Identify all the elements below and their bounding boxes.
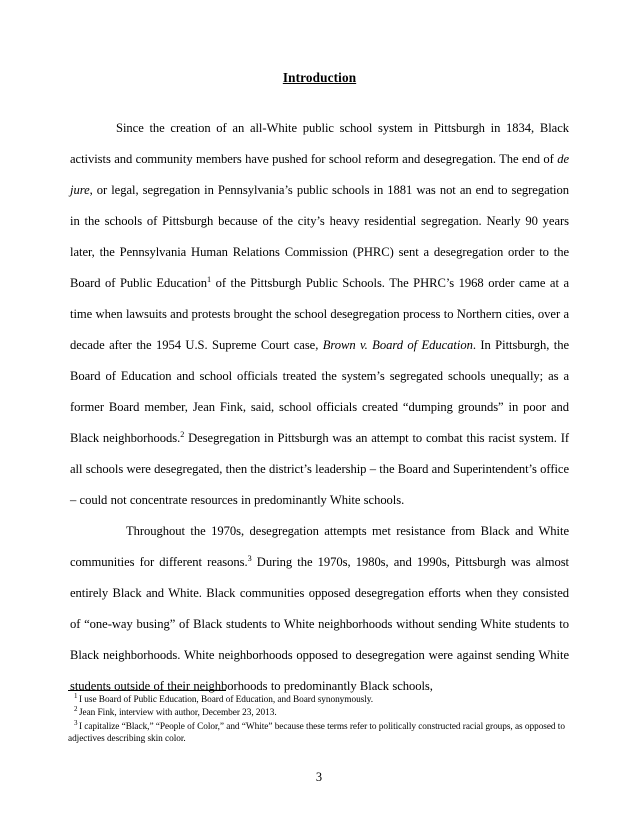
- footnote-marker: 1: [74, 691, 78, 700]
- footnote-reference[interactable]: 3: [247, 553, 252, 563]
- footnote-section: [68, 690, 568, 747]
- italic-title: de jure: [70, 151, 569, 197]
- footnote-text: Jean Fink, interview with author, December 23, 2013.: [78, 708, 277, 719]
- footnote-marker: 2: [74, 705, 78, 714]
- footnote-text: I use Board of Public Education, Board of Education, and Board synonymously.: [78, 695, 374, 705]
- page-number: 3: [315, 770, 323, 784]
- document-body: [70, 70, 569, 702]
- page-title: Introduction: [282, 70, 357, 85]
- footnote-reference[interactable]: 2: [180, 429, 185, 439]
- footnote-item: [68, 691, 568, 706]
- footnote-marker: 3: [74, 718, 78, 727]
- footnote-separator-rule: [68, 690, 226, 691]
- italic-title: Brown v. Board of Education: [322, 337, 473, 352]
- footnote-item: [68, 718, 568, 746]
- footnote-text: I capitalize “Black,” “People of Color,” and “White” because these terms refer to politically constructed racial groups, as opposed to adjectives describing skin color.: [68, 721, 565, 745]
- footnote-item: [68, 707, 568, 719]
- footnote-list: [68, 691, 568, 746]
- body-paragraph-2: Throughout the 1970s, desegregation attempts met resistance from Black and White communities for different reasons.$^3$ During the 1970s, 1980s, and 1990s, Pittsburgh was almost entirely Black and White. Black communities opposed desegregation efforts when they consisted of “one-way busing” of Black students to White neighborhoods without sending White students to Black neighborhoods. White neighborhoods opposed to desegregation were against sending White students outside of their neighborhoods to predominantly Black schools,: [70, 523, 569, 693]
- footnote-reference[interactable]: 1: [207, 274, 212, 284]
- body-paragraph-1: Since the creation of an all-White public school system in Pittsburgh in 1834, Black activists and community members have pushed for school reform and desegregation. The end of de jure, or legal, segregation in Pennsylvania’s public schools in 1881 was not an end to segregation in the schools of Pittsburgh because of the city’s heavy residential segregation. Nearly 90 years later, the Pennsylvania Human Relations Commission (PHRC) sent a desegregation order to the Board of Public Education$^1$ of the Pittsburgh Public Schools. The PHRC’s 1968 order came at a time when lawsuits and protests brought the school desegregation process to Northern cities, over a decade after the 1954 U.S. Supreme Court case, Brown v. Board of Education. In Pittsburgh, the Board of Education and school officials treated the system’s segregated schools unequally; as a former Board member, Jean Fink, said, school officials created “dumping grounds” in poor and Black neighborhoods.$^2$ Desegregation in Pittsburgh was an attempt to combat this racist system. If all schools were desegregated, then the district’s leadership – the Board and Superintendent’s office – could not concentrate resources in predominantly White schools.: [70, 120, 570, 507]
